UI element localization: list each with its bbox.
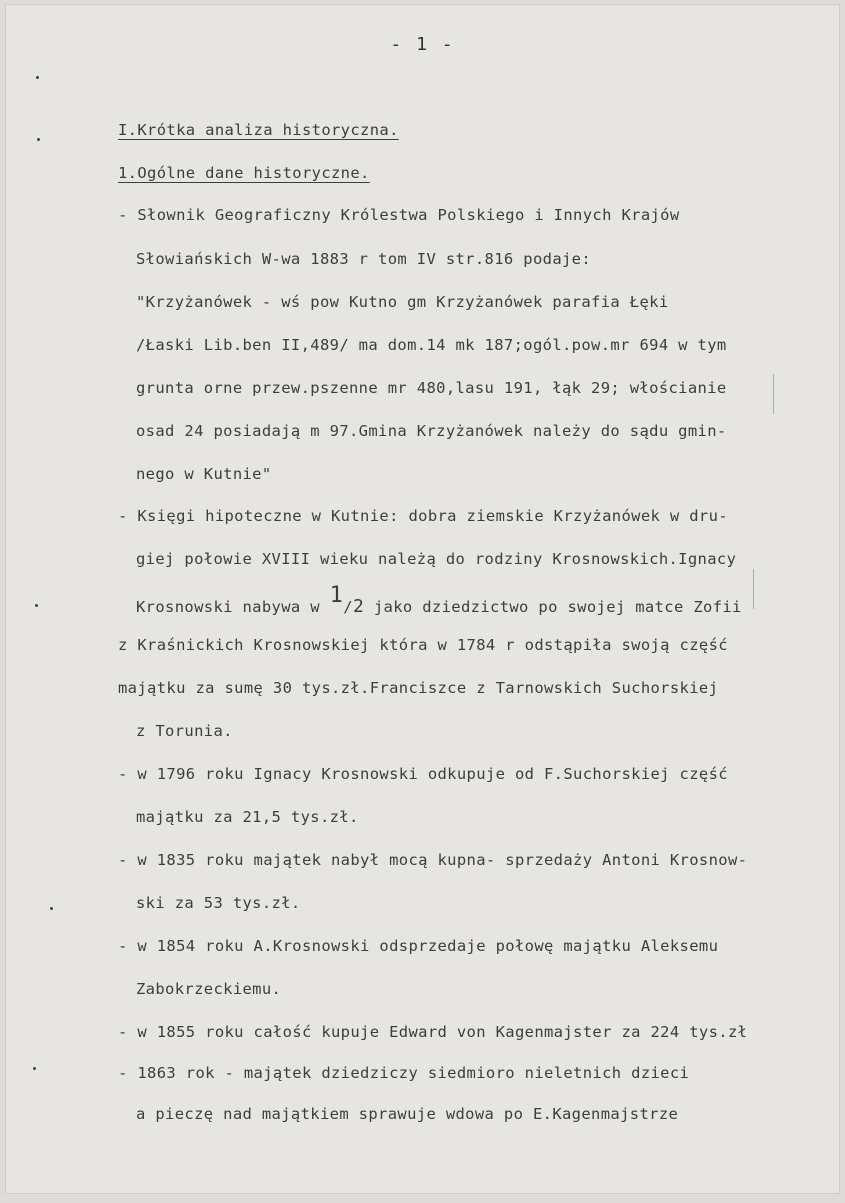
subsection-heading: 1.Ogólne dane historyczne. [118,164,370,182]
text-line: nego w Kutnie" [136,465,272,483]
scan-mark [50,907,53,910]
text-line: - w 1854 roku A.Krosnowski odsprzedaje połowę majątku Aleksemu [118,937,719,955]
scan-mark [36,76,39,79]
text-line: - w 1796 roku Ignacy Krosnowski odkupuje od F.Suchorskiej część [118,765,728,783]
text-fragment: jako dziedzictwo po swojej matce Zofii [373,598,742,616]
scan-mark [33,1067,36,1070]
text-line: Słowiańskich W-wa 1883 r tom IV str.816 podaje: [136,250,592,268]
text-line: grunta orne przew.pszenne mr 480,lasu 191, łąk 29; włościanie [136,379,727,397]
text-line: a pieczę nad majątkiem sprawuje wdowa po E.Kagenmajstrze [136,1105,679,1123]
text-line: majątku za sumę 30 tys.zł.Franciszce z Tarnowskich Suchorskiej [118,679,719,697]
text-line: giej połowie XVIII wieku należą do rodziny Krosnowskich.Ignacy [136,550,737,568]
text-line: z Kraśnickich Krosnowskiej która w 1784 r odstąpiła swoją część [118,636,728,654]
text-line: - 1863 rok - majątek dziedziczy siedmioro nieletnich dzieci [118,1064,690,1082]
text-line-with-fraction: Krosnowski nabywa w $^1$/2 jako dziedzictwo po swojej matce Zofii [136,583,742,617]
text-fragment: Krosnowski nabywa w [136,598,320,616]
text-line: - Słownik Geograficzny Królestwa Polskiego i Innych Krajów [118,206,680,224]
text-line: ski za 53 tys.zł. [136,894,301,912]
fraction-denominator: 2 [352,596,365,617]
text-line: "Krzyżanówek - wś pow Kutno gm Krzyżanówek parafia Łęki [136,293,669,311]
text-line: /Łaski Lib.ben II,489/ ma dom.14 mk 187;ogól.pow.mr 694 w tym [136,336,727,354]
text-line: z Torunia. [136,722,233,740]
section-heading: I.Krótka analiza historyczna. [118,121,399,139]
scan-mark [773,374,774,414]
document-page [5,4,840,1194]
text-line: - w 1855 roku całość kupuje Edward von Kagenmajster za 224 tys.zł [118,1023,748,1041]
text-line: - Księgi hipoteczne w Kutnie: dobra ziemskie Krzyżanówek w dru- [118,507,728,525]
text-line: - w 1835 roku majątek nabył mocą kupna- sprzedaży Antoni Krosnow- [118,851,748,869]
fraction-numerator: 1 [329,583,344,608]
page-number: - 1 - [390,34,455,55]
scan-mark [753,569,754,609]
text-line: majątku za 21,5 tys.zł. [136,808,359,826]
text-line: Zabokrzeckiemu. [136,980,282,998]
scan-mark [35,604,38,607]
scan-mark [37,138,40,141]
text-line: osad 24 posiadają m 97.Gmina Krzyżanówek należy do sądu gmin- [136,422,727,440]
